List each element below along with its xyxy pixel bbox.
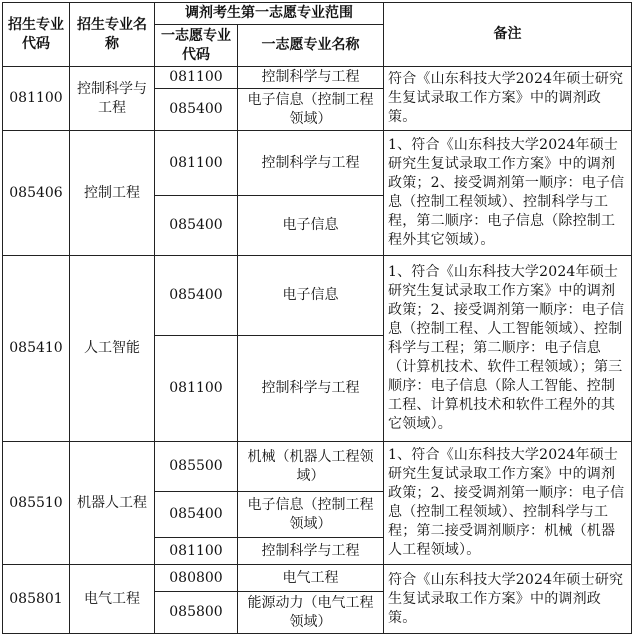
major-code: 081100 bbox=[3, 67, 70, 131]
major-code: 085801 bbox=[3, 565, 70, 634]
header-first-choice-range: 调剂考生第一志愿专业范围 bbox=[155, 3, 384, 25]
major-code: 085406 bbox=[3, 131, 70, 256]
first-choice-name: 控制科学与工程 bbox=[238, 538, 384, 565]
major-code: 085510 bbox=[3, 442, 70, 565]
adjustment-table bbox=[2, 2, 632, 634]
first-choice-code: 081100 bbox=[155, 67, 238, 89]
table-row bbox=[3, 565, 632, 592]
major-name: 人工智能 bbox=[70, 256, 155, 442]
table-row bbox=[3, 67, 632, 89]
first-choice-code: 085400 bbox=[155, 89, 238, 131]
major-name: 电气工程 bbox=[70, 565, 155, 634]
first-choice-name: 控制科学与工程 bbox=[238, 336, 384, 442]
first-choice-code: 081100 bbox=[155, 131, 238, 196]
first-choice-name: 能源动力（电气工程领域） bbox=[238, 592, 384, 634]
first-choice-name: 电子信息（控制工程领域） bbox=[238, 89, 384, 131]
header-first-choice-code: 一志愿专业代码 bbox=[155, 25, 238, 67]
first-choice-code: 081100 bbox=[155, 336, 238, 442]
remark-cell: 符合《山东科技大学2024年硕士研究生复试录取工作方案》中的调剂政策。 bbox=[384, 565, 632, 634]
table-row bbox=[3, 131, 632, 196]
header-remark: 备注 bbox=[384, 3, 632, 67]
major-name: 机器人工程 bbox=[70, 442, 155, 565]
first-choice-code: 081100 bbox=[155, 538, 238, 565]
major-name: 控制工程 bbox=[70, 131, 155, 256]
remark-cell: 1、符合《山东科技大学2024年硕士研究生复试录取工作方案》中的调剂政策；2、接受调剂第一顺序：电子信息（控制工程、人工智能领域）、控制科学与工程；第二顺序：电子信息（计算机技术、软件工程领域）；第三顺序：电子信息（除人工智能、控制工程、计算机技术和软件工程外的其它领域）。 bbox=[384, 256, 632, 442]
first-choice-name: 电气工程 bbox=[238, 565, 384, 592]
table-row bbox=[3, 442, 632, 492]
first-choice-name: 电子信息 bbox=[238, 256, 384, 336]
remark-cell: 符合《山东科技大学2024年硕士研究生复试录取工作方案》中的调剂政策。 bbox=[384, 67, 632, 131]
first-choice-name: 机械（机器人工程领域） bbox=[238, 442, 384, 492]
remark-cell: 1、符合《山东科技大学2024年硕士研究生复试录取工作方案》中的调剂政策；2、接受调剂第一顺序：电子信息（控制工程领域）、控制科学与工程，第二顺序：电子信息（除控制工程外其它领域）。 bbox=[384, 131, 632, 256]
first-choice-name: 电子信息（控制工程领域） bbox=[238, 492, 384, 538]
major-name: 控制科学与工程 bbox=[70, 67, 155, 131]
first-choice-name: 控制科学与工程 bbox=[238, 131, 384, 196]
header-first-choice-name: 一志愿专业名称 bbox=[238, 25, 384, 67]
remark-cell: 1、符合《山东科技大学2024年硕士研究生复试录取工作方案》中的调剂政策；2、接受调剂第一顺序：电子信息（控制工程领域）、控制科学与工程；第二接受调剂顺序：机械（机器人工程领域）。 bbox=[384, 442, 632, 565]
first-choice-code: 085500 bbox=[155, 442, 238, 492]
first-choice-code: 085400 bbox=[155, 196, 238, 256]
header-major-code: 招生专业代码 bbox=[3, 3, 70, 67]
first-choice-code: 085400 bbox=[155, 256, 238, 336]
table-row bbox=[3, 256, 632, 336]
first-choice-name: 电子信息 bbox=[238, 196, 384, 256]
first-choice-code: 085400 bbox=[155, 492, 238, 538]
first-choice-code: 080800 bbox=[155, 565, 238, 592]
header-major-name: 招生专业名称 bbox=[70, 3, 155, 67]
major-code: 085410 bbox=[3, 256, 70, 442]
first-choice-code: 085800 bbox=[155, 592, 238, 634]
first-choice-name: 控制科学与工程 bbox=[238, 67, 384, 89]
